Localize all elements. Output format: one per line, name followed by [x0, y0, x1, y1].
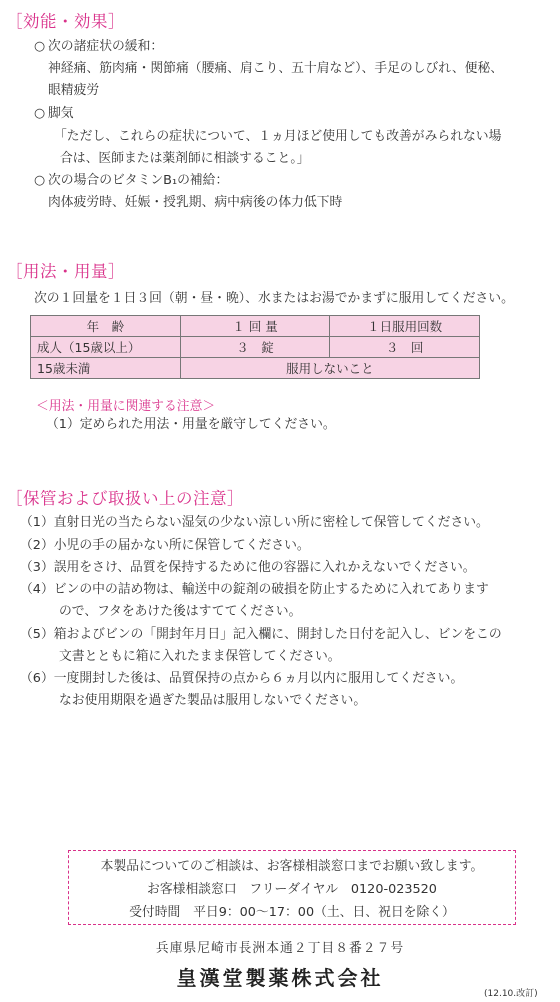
company-name: 皇漢堂製薬株式会社 [176, 966, 384, 990]
storage-item-text: ビンの中の詰め物は、輸送中の錠剤の破損を防止するために入れてあります [53, 582, 489, 597]
child-instruction: 服用しないこと [180, 358, 479, 379]
storage-item-cont: 文書とともに箱に入れたまま保管してください。 [59, 649, 341, 664]
storage-item-cont: ので、フタをあけた後はすててください。 [59, 604, 302, 619]
revision-note: (12.10.改訂) [484, 989, 538, 999]
adult-times: ３ 回 [330, 337, 480, 358]
storage-item [20, 626, 502, 644]
storage-item-cont: なお使用期限を過ぎた製品は服用しないでください。 [59, 693, 367, 708]
company-address: 兵庫県尼崎市長洲本通２丁目８番２７号 [155, 941, 405, 956]
efficacy-item-3 [34, 172, 228, 190]
storage-item-number: （6） [20, 671, 54, 686]
storage-item-number: （2） [20, 538, 54, 553]
storage-item-number: （5） [20, 627, 54, 642]
efficacy-item-2-note: 「ただし、これらの症状について、１ヵ月ほど使用しても改善がみられない場 [54, 129, 502, 144]
dosage-title: ［用法・用量］ [6, 262, 125, 281]
efficacy-item-2-label: 脚気 [48, 106, 74, 121]
dosage-related-note: （1）定められた用法・用量を厳守してください。 [46, 417, 336, 432]
dosage-intro: 次の１回量を１日３回（朝・昼・晩）、水またはお湯でかまずに服用してください。 [34, 291, 514, 306]
contact-line-3: 受付時間 平日9：00～17：00（土、日、祝日を除く） [129, 905, 455, 920]
child-age: 15歳未満 [31, 358, 181, 379]
efficacy-item-2 [34, 105, 74, 123]
header-times: １日服用回数 [330, 316, 480, 337]
efficacy-item-1 [34, 38, 163, 56]
dosage-table [30, 315, 480, 379]
efficacy-item-2-note-cont: 合は、医師または薬剤師に相談すること。」 [60, 151, 310, 166]
storage-item-number: （1） [20, 515, 54, 530]
dosage-row-child [31, 358, 480, 379]
storage-title: ［保管および取扱い上の注意］ [6, 489, 244, 508]
storage-item [20, 581, 489, 599]
storage-item-text: 小児の手の届かない所に保管してください。 [53, 538, 310, 553]
storage-item [20, 559, 476, 577]
bullet-icon: ○ [34, 106, 46, 121]
contact-line-1: 本製品についてのご相談は、お客様相談窓口までお願い致します。 [100, 859, 484, 874]
storage-item-number: （3） [20, 560, 54, 575]
adult-age: 成人（15歳以上） [31, 337, 181, 358]
storage-item-text: 誤用をさけ、品質を保持するために他の容器に入れかえないでください。 [53, 560, 476, 575]
bullet-icon: ○ [34, 173, 46, 188]
header-age: 年 齢 [31, 316, 181, 337]
efficacy-item-3-label: 次の場合のビタミンB₁の補給： [48, 173, 229, 188]
contact-box [68, 850, 516, 925]
dosage-related-title: ＜用法・用量に関連する注意＞ [36, 399, 216, 414]
efficacy-item-1-detail-cont: 眼精疲労 [48, 83, 100, 98]
storage-item [20, 514, 489, 532]
contact-line-2: お客様相談窓口 フリーダイヤル 0120-023520 [147, 882, 437, 897]
efficacy-item-1-detail: 神経痛、筋肉痛・関節痛（腰痛、肩こり、五十肩など）、手足のしびれ、便秘、 [48, 61, 504, 76]
storage-item-number: （4） [20, 582, 54, 597]
storage-item [20, 670, 463, 688]
header-dose: １ 回 量 [180, 316, 330, 337]
dosage-table-header [31, 316, 480, 337]
efficacy-title: ［効能・効果］ [6, 12, 125, 31]
storage-item [20, 537, 310, 555]
efficacy-item-1-label: 次の諸症状の緩和： [48, 39, 164, 54]
bullet-icon: ○ [34, 39, 46, 54]
efficacy-item-3-detail: 肉体疲労時、妊娠・授乳期、病中病後の体力低下時 [48, 195, 343, 210]
dosage-row-adult [31, 337, 480, 358]
storage-item-text: 一度開封した後は、品質保持の点から６ヵ月以内に服用してください。 [53, 671, 464, 686]
adult-dose: ３ 錠 [180, 337, 330, 358]
storage-item-text: 箱およびビンの「開封年月日」記入欄に、開封した日付を記入し、ビンをこの [53, 627, 502, 642]
storage-item-text: 直射日光の当たらない湿気の少ない涼しい所に密栓して保管してください。 [53, 515, 489, 530]
